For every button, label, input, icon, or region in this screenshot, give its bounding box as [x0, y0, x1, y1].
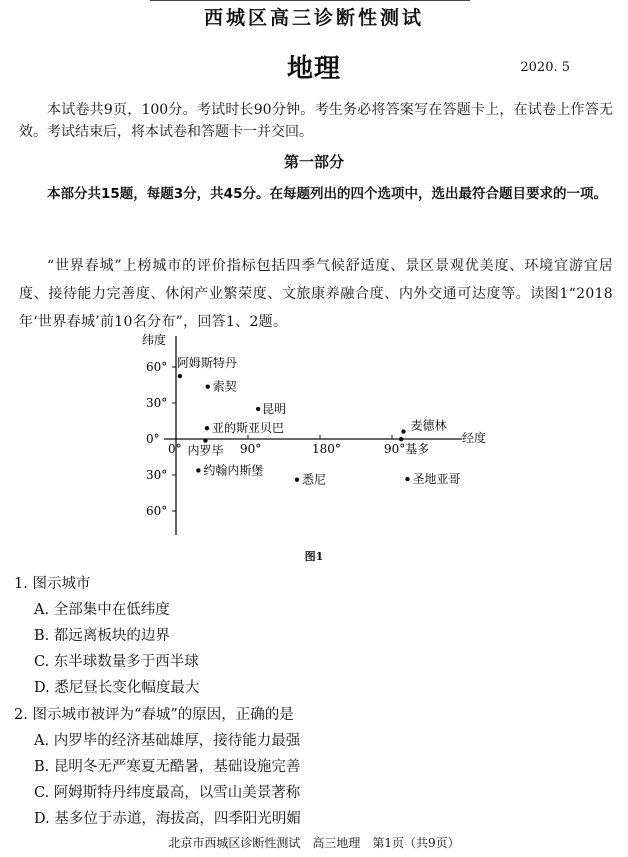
city-point	[401, 429, 405, 433]
y-tick-label: 0°	[146, 432, 160, 446]
question-2-option-b[interactable]: B. 昆明冬无严寒夏无酷暑，基础设施完善	[34, 759, 301, 775]
chart-svg	[120, 330, 500, 540]
city-label: 基多	[405, 442, 430, 457]
city-point	[196, 468, 200, 472]
passage: “世界春城”上榜城市的评价指标包括四季气候舒适度、景区景观优美度、环境宜游宜居度、接待能力完善度、休闲产业繁荣度、文旅康养融合度、内外交通可达度等。读图1“2018年‘世界春城’前10名分布”，回答1、2题。	[19, 258, 613, 330]
city-label: 圣地亚哥	[412, 472, 461, 487]
city-point	[206, 384, 210, 388]
city-point	[256, 407, 260, 411]
y-tick-label: 60°	[146, 360, 168, 374]
x-tick-label: 0°	[168, 442, 182, 456]
x-tick-label: 90°	[240, 442, 262, 456]
question-1-option-b[interactable]: B. 都远离板块的边界	[34, 628, 170, 644]
x-tick-label: 90°	[384, 442, 406, 456]
city-label: 阿姆斯特丹	[176, 356, 237, 371]
city-label: 亚的斯亚贝巴	[211, 421, 284, 436]
section-intro: 本部分共15题，每题3分，共45分。在每题列出的四个选项中，选出最符合题目要求的一项。	[47, 186, 607, 202]
y-tick-label: 60°	[146, 504, 168, 518]
y-tick-label: 30°	[146, 468, 168, 482]
question-2-option-d[interactable]: D. 基多位于赤道，海拔高，四季阳光明媚	[34, 811, 301, 827]
figure-caption: 图1	[304, 550, 324, 563]
x-tick-label: 180°	[312, 442, 341, 456]
top-rule	[150, 0, 470, 1]
city-point	[205, 426, 209, 430]
question-2-option-c[interactable]: C. 阿姆斯特丹纬度最高，以雪山美景著称	[34, 785, 301, 801]
question-1-option-a[interactable]: A. 全部集中在低纬度	[34, 602, 170, 618]
city-label: 麦德林	[410, 418, 447, 433]
city-point	[178, 374, 182, 378]
question-1-stem: 1. 图示城市	[14, 576, 91, 592]
city-label: 索契	[212, 379, 237, 394]
question-1-option-c[interactable]: C. 东半球数量多于西半球	[34, 654, 199, 670]
exam-date: 2020. 5	[520, 60, 570, 75]
city-point	[203, 438, 207, 442]
question-1-option-d[interactable]: D. 悉尼昼长变化幅度最大	[34, 680, 200, 696]
section-title: 第一部分	[283, 153, 344, 171]
y-axis-label: 纬度	[142, 333, 167, 347]
question-2-stem: 2. 图示城市被评为“春城”的原因，正确的是	[14, 707, 294, 723]
city-point	[399, 437, 403, 441]
city-label: 约翰内斯堡	[203, 463, 264, 478]
subject-title: 地理	[286, 54, 341, 84]
city-label: 昆明	[262, 402, 287, 416]
y-tick-label: 30°	[146, 396, 168, 410]
page-footer: 北京市西城区诊断性测试 高三地理 第1页（共9页）	[168, 836, 460, 850]
city-point	[295, 477, 299, 481]
exam-title: 西城区高三诊断性测试	[203, 7, 424, 29]
city-label: 内罗毕	[187, 443, 224, 458]
x-axis-label: 经度	[462, 431, 487, 445]
city-distribution-chart	[120, 330, 500, 540]
city-point	[405, 477, 409, 481]
instructions: 本试卷共9页，100分。考试时长90分钟。考生务必将答案写在答题卡上，在试卷上作答无效。考试结束后，将本试卷和答题卡一并交回。	[19, 102, 613, 140]
city-label: 悉尼	[301, 472, 326, 487]
question-2-option-a[interactable]: A. 内罗毕的经济基础雄厚，接待能力最强	[34, 733, 301, 749]
